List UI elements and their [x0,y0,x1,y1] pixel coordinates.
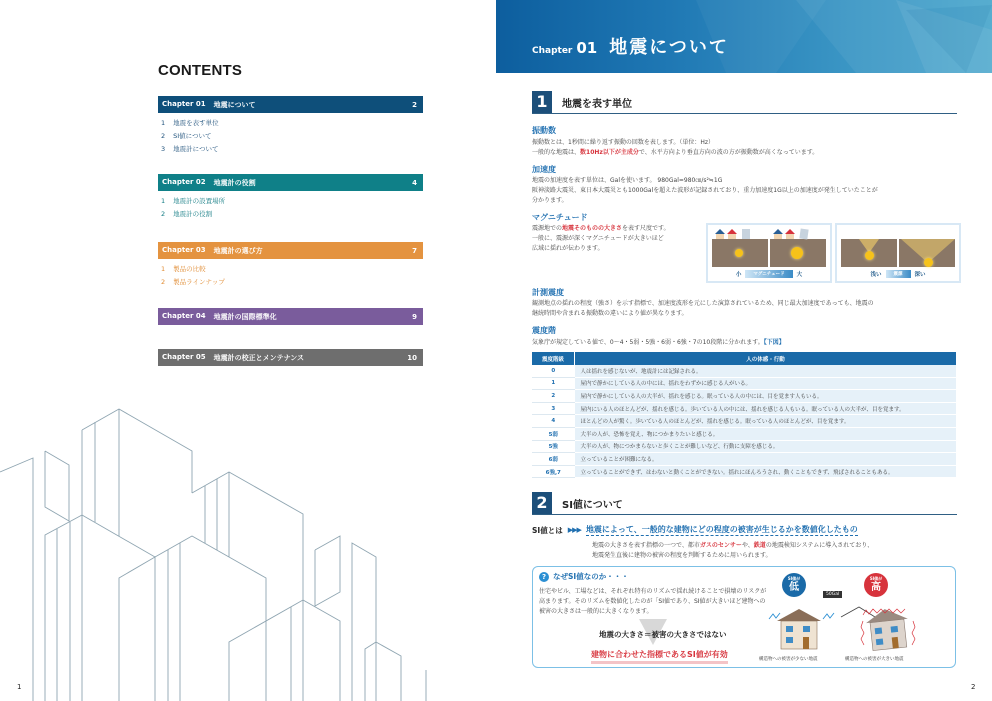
houses-illustration [767,601,917,655]
shindo-table [532,352,956,478]
seismic-intensity-text-2: 継続時間や含まれる振動数の違いにより値が異なります。 [532,310,688,317]
epicenter-small-icon [735,249,743,257]
description-cell: 屋内で静かにしている人の大半が、揺れを感じる。眠っている人の中には、目を覚ます人もいる。 [575,390,957,403]
table-row [532,440,956,453]
toc-chapter-bar[interactable] [158,96,423,113]
level-cell: 5弱 [532,427,575,440]
level-cell: 2 [532,390,575,403]
magnitude-text-3: 広域に揺れが伝わります。 [532,245,604,252]
figure-reference-link[interactable]: 【下図】 [763,339,785,346]
section-title: SI値について [562,500,623,511]
text: 地震の大きさを表す指標の一つで、都市 [592,542,700,549]
gal-tag: 50Gal [823,591,842,598]
body-line: 被害の大きさは一般的に大きくなります。 [539,608,653,615]
seismic-intensity-text-1: 観測地点の揺れの程度（強さ）を示す指標で、加速度波形を元にした演算されているため、同じ最大加速度であっても、地震の [532,300,874,307]
section-2-header [532,492,957,515]
text: 震源地での [532,225,563,232]
wave-spread-icon [841,239,955,267]
toc-item-title: SI値について [173,132,212,140]
toc-item-num: 1 [161,119,166,127]
frequency-text-2 [532,148,818,158]
why-si-heading: なぜSI値なのか・・・ [553,572,629,581]
chapter-page: 10 [407,353,417,362]
acceleration-heading: 加速度 [532,165,556,174]
toc-item-title: 地震計の役割 [173,210,213,218]
question-icon: ? [539,572,549,582]
chapter-heading: 地震について [609,37,729,58]
toc-chapter-bar[interactable] [158,349,423,366]
toc-item-title: 製品の比較 [173,265,206,273]
toc-item[interactable] [158,276,423,289]
si-description-1 [592,541,873,551]
description-cell: 屋内にいる人のほとんどが、揺れを感じる。歩いている人の中には、揺れを感じる人もいる。眠っている人の大半が、目を覚ます。 [575,402,957,415]
depth-illustration [835,223,961,283]
pin-big-text: 低 [789,582,799,593]
chapter-title: 地震計の選び方 [213,246,263,255]
toc-chapter-02[interactable] [158,174,423,221]
pin-big-text: 高 [871,582,881,593]
conclusion-text: 建物に合わせた指標であるSI値が有効 [591,649,728,664]
chapter-number: 01 [576,39,598,57]
description-cell: 大半の人が、物につかまらないと歩くことが難しいなど、行動に支障を感じる。 [575,440,957,453]
building-line-art-illustration [0,380,496,701]
chapter-page: 2 [412,100,417,109]
acceleration-text-1: 地震の加速度を表す単位は、Galを使います。 980Gal=980㎝/s²≒1G [532,177,723,184]
highlight-text: ガスのセンサー [699,542,742,549]
chapter-page [496,0,992,701]
magnitude-text-1 [532,224,670,234]
high-damage-caption: 構造物への被害が大きい地震 [845,657,904,662]
toc-item-num: 2 [161,210,166,218]
toc-item[interactable] [158,263,423,276]
section-1-header [532,91,957,114]
toc-item-title: 地震を表す単位 [173,119,219,127]
shindo-text [532,338,785,348]
section-title: 地震を表す単位 [562,99,632,110]
description-cell: 立っていることができず、はわないと動くことができない。揺れにほんろうされ、動くこともできず、飛ばされることもある。 [575,465,957,478]
chapter-title: 地震計の役割 [213,178,256,187]
body-line: 住宅やビル、工場などは、それぞれ特有のリズムで揺れ続けることで損壊のリスクが [539,588,767,595]
toc-item-num: 1 [161,265,166,273]
low-damage-caption: 構造物への被害が少ない地震 [759,657,818,662]
body-line: 高まります。そのリズムを数値化したのが「SI値であり、SI値が大きいほど建物への [539,598,766,605]
frequency-heading: 振動数 [532,126,556,135]
text: 一般的な地震は、 [532,149,581,156]
toc-item-title: 地震計の設置場所 [173,197,226,205]
table-row [532,402,956,415]
toc-chapter-05[interactable] [158,349,423,366]
chapter-page: 7 [412,246,417,255]
si-definition-text: 地震によって、一般的な建物にどの程度の被害が生じるかを数値化したもの [585,525,858,534]
frequency-text-1: 振動数とは、1秒間に繰り返す振動の回数を表します。（単位：Hz） [532,139,714,146]
column-header-level: 震度階級 [532,352,575,365]
toc-item-title: 製品ラインナップ [173,278,225,286]
pin-small-text: SI値が [787,576,801,581]
magnitude-illustration [706,223,832,283]
si-definition-label: SI値とは [532,525,563,535]
chapter-title [532,33,729,59]
why-si-title [539,571,629,582]
magnitude-scale [708,270,830,278]
table-row [532,390,956,403]
toc-chapter-bar[interactable] [158,308,423,325]
toc-item-num: 1 [161,197,166,205]
toc-item[interactable] [158,208,423,221]
scale-left-label: 浅い [870,272,882,278]
scale-left-label: 小 [735,272,742,278]
chapter-label: Chapter 03 [162,245,206,254]
scale-bar: マグニチュード [745,270,792,278]
toc-item[interactable] [158,130,423,143]
column-header-description: 人の体感・行動 [575,352,957,365]
text: 気象庁が規定している値で、0～4・5弱・5強・6弱・6強・7の10段階に分かれます。 [532,339,764,346]
chapter-title: 地震計の校正とメンテナンス [213,353,305,362]
level-cell: 6強,7 [532,465,575,478]
chapter-label: Chapter 05 [162,352,206,361]
equation-text: 地震の大きさ＝被害の大きさではない [599,630,727,639]
toc-item[interactable] [158,195,423,208]
table-row [532,427,956,440]
chapter-word: Chapter [532,46,573,56]
chapter-label: Chapter 01 [162,99,206,108]
magnitude-heading: マグニチュード [532,213,588,222]
magnitude-text-2: 一般に、震源が深くマグニチュードが大きいほど [532,235,664,242]
contents-title: CONTENTS [158,62,243,79]
highlight-text: 地震そのものの大きさ [562,225,623,232]
page-number: 1 [17,683,22,691]
table-row [532,365,956,377]
scale-bar: 震源 [886,270,911,278]
text: や、 [741,542,754,549]
description-cell: 立っていることが困難になる。 [575,453,957,466]
toc-chapter-03[interactable] [158,242,423,289]
table-row [532,465,956,478]
toc-item-num: 3 [161,145,166,153]
text: を表す尺度です。 [622,225,670,232]
description-cell: 大半の人が、恐怖を覚え、物につかまりたいと感じる。 [575,427,957,440]
page-number: 2 [971,683,976,691]
highlight-text: 数10Hz以下が主成分 [580,149,639,156]
section-number: 1 [532,91,552,113]
chapter-page: 9 [412,312,417,321]
scale-right-label: 深い [914,272,926,278]
toc-chapter-01[interactable] [158,96,423,156]
depth-scale [837,270,959,278]
chapter-page: 4 [412,178,417,187]
acceleration-text-2: 阪神淡路大震災、東日本大震災とも1000Galを超えた波形が記録されており、重力加速度1G以上の加速度が発生していたことが [532,187,878,194]
level-cell: 1 [532,377,575,390]
si-high-pin [864,573,888,597]
description-cell: 屋内で静かにしている人の中には、揺れをわずかに感じる人がいる。 [575,377,957,390]
level-cell: 3 [532,402,575,415]
table-header-row [532,352,956,365]
toc-item[interactable] [158,117,423,130]
table-row [532,453,956,466]
epicenter-large-icon [791,247,803,259]
description-cell: 人は揺れを感じないが、地震計には記録される。 [575,365,957,377]
text: で、水平方向より垂直方向の波の方が振動数が高くなっています。 [638,149,819,156]
chapter-label: Chapter 04 [162,311,206,320]
text: の地震検知システムに導入されており、 [765,542,874,549]
toc-chapter-bar[interactable] [158,242,423,259]
chapter-label: Chapter 02 [162,177,206,186]
buildings-icon [714,228,828,240]
pin-small-text: SI値が [869,576,883,581]
si-low-pin [782,573,806,597]
scale-right-label: 大 [796,272,803,278]
level-cell: 4 [532,415,575,428]
why-si-body [539,587,766,617]
acceleration-text-3: 分かります。 [532,197,568,204]
level-cell: 5強 [532,440,575,453]
shindo-heading: 震度階 [532,326,556,335]
level-cell: 0 [532,365,575,377]
chapter-header-banner [496,0,992,73]
table-row [532,377,956,390]
epicenter-shallow-icon [865,251,874,260]
chapter-title: 地震について [213,100,256,109]
toc-item[interactable] [158,143,423,156]
si-definition [532,524,858,536]
chapter-title: 地震計の国際標準化 [213,312,277,321]
triple-arrow-icon: ▶▶▶ [567,526,581,534]
toc-chapter-04[interactable] [158,308,423,325]
table-row [532,415,956,428]
description-cell: ほとんどの人が驚く。歩いている人のほとんどが、揺れを感じる。眠っている人のほとんどが、目を覚ます。 [575,415,957,428]
level-cell: 6弱 [532,453,575,466]
toc-chapter-bar[interactable] [158,174,423,191]
toc-item-title: 地震計について [173,145,219,153]
toc-item-num: 2 [161,278,166,286]
section-number: 2 [532,492,552,514]
seismic-intensity-heading: 計測震度 [532,288,564,297]
why-si-box [532,566,956,668]
highlight-text: 鉄道 [753,542,766,549]
epicenter-deep-icon [924,258,933,267]
toc-item-num: 2 [161,132,166,140]
si-description-2: 地震発生直後に建物の被害の程度を判断するために用いられます。 [592,552,772,559]
